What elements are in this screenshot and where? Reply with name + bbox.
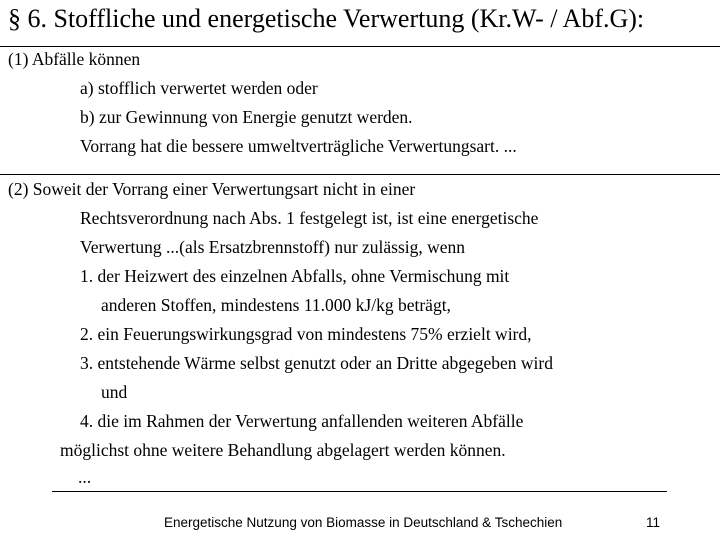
section-1-item-b: b) zur Gewinnung von Energie genutzt werden. xyxy=(80,107,413,127)
slide-title: § 6. Stoffliche und energetische Verwertung (Kr.W- / Abf.G): xyxy=(8,4,645,33)
section-1-priority-note: Vorrang hat die bessere umweltverträgliche Verwertungsart. ... xyxy=(80,136,517,156)
section-2-condition-3-continued: und xyxy=(101,382,128,402)
section-2-condition-1: 1. der Heizwert des einzelnen Abfalls, ohne Vermischung mit xyxy=(80,266,510,286)
title-divider xyxy=(0,46,720,47)
section-1-heading: (1) Abfälle können xyxy=(8,49,141,69)
section-divider xyxy=(0,174,720,175)
footer-title: Energetische Nutzung von Biomasse in Deutschland & Tschechien xyxy=(164,515,563,530)
section-2-condition-2: 2. ein Feuerungswirkungsgrad von mindestens 75% erzielt wird, xyxy=(80,324,532,344)
section-2-condition-4-continued: möglichst ohne weitere Behandlung abgelagert werden können. xyxy=(60,440,506,460)
page-number: 11 xyxy=(646,515,661,530)
section-2-heading: (2) Soweit der Vorrang einer Verwertungsart nicht in einer xyxy=(8,179,416,199)
section-2-condition-3: 3. entstehende Wärme selbst genutzt oder an Dritte abgegeben wird xyxy=(80,353,553,373)
section-1-item-a: a) stofflich verwertet werden oder xyxy=(80,78,318,98)
footer-divider xyxy=(52,491,667,492)
section-2-line: Verwertung ...(als Ersatzbrennstoff) nur zulässig, wenn xyxy=(80,237,466,257)
section-2-condition-4: 4. die im Rahmen der Verwertung anfallenden weiteren Abfälle xyxy=(80,411,524,431)
section-2-line: Rechtsverordnung nach Abs. 1 festgelegt ist, ist eine energetische xyxy=(80,208,539,228)
section-2-condition-1-continued: anderen Stoffen, mindestens 11.000 kJ/kg beträgt, xyxy=(101,295,451,315)
section-2-ellipsis: ... xyxy=(78,467,92,487)
